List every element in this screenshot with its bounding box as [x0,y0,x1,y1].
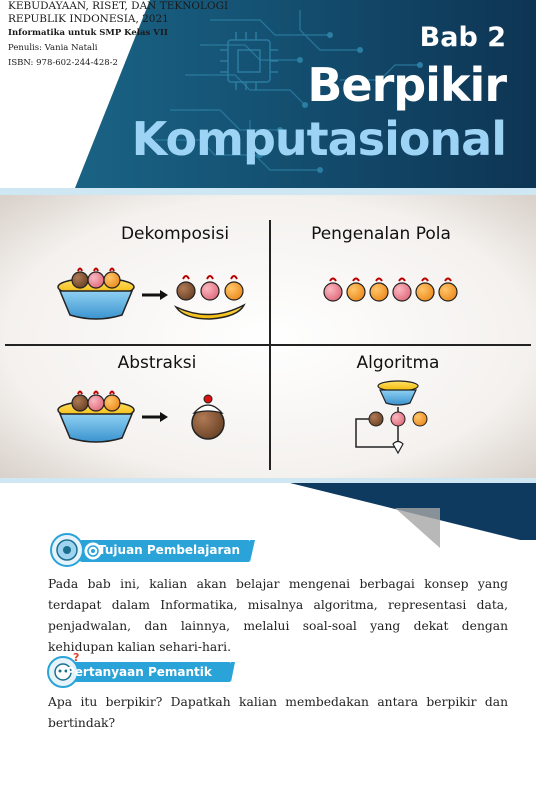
quadrant-label-decomposition: Dekomposisi [120,224,230,244]
isbn: ISBN: 978-602-244-428-2 [8,58,118,68]
publisher-line-1: KEBUDAYAAN, RISET, DAN TEKNOLOGI [8,0,229,12]
quadrant-label-algorithm: Algoritma [356,353,440,373]
computational-thinking-illustration [0,195,536,480]
book-title: Informatika untuk SMP Kelas VII [8,28,168,38]
quadrant-label-pattern-recognition: Pengenalan Pola [311,224,451,244]
chapter-title-line-1: Berpikir [307,58,506,112]
quadrant-label-abstraction: Abstraksi [117,353,197,373]
objectives-text: Pada bab ini, kalian akan belajar mengenai berbagai konsep yang terdapat dalam Informatika, misalnya algoritma, representasi data, penjadwalan, dan lainnya, melalui soal-soal yang dekat dengan kehidupan kalian sehari-hari. [48,577,508,654]
svg-text:?: ? [73,652,80,664]
chapter-title-line-2: Komputasional [131,112,506,166]
publisher-line-2: REPUBLIK INDONESIA, 2021 [8,13,169,25]
objectives-label: Tujuan Pembelajaran [98,543,241,557]
trigger-question-text: Apa itu berpikir? Dapatkah kalian membedakan antara berpikir dan bertindak? [48,695,508,730]
chapter-label: Bab 2 [419,22,506,53]
author-credit: Penulis: Vania Natali [8,43,98,53]
trigger-question-label: Pertanyaan Pemantik [66,665,212,679]
